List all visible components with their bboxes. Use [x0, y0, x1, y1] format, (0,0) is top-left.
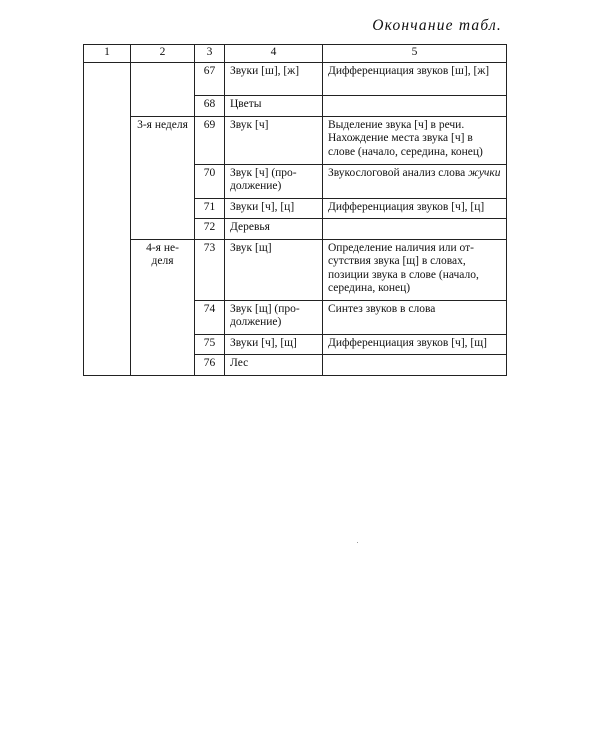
lesson-topic: Звуки [ч], [щ]	[225, 334, 323, 355]
lesson-number: 73	[195, 239, 225, 300]
lesson-content: Синтез звуков в слова	[323, 300, 507, 334]
lesson-number: 69	[195, 116, 225, 164]
column-1-empty-cell	[84, 63, 131, 376]
lesson-number: 75	[195, 334, 225, 355]
table-row	[84, 116, 507, 164]
column-header-1: 1	[84, 45, 131, 63]
lesson-content-example: жучки	[468, 166, 501, 179]
lesson-content: Дифференциация звуков [ш], [ж]	[323, 63, 507, 96]
lesson-content-text: Звукослоговой анализ слова	[328, 166, 466, 179]
lesson-content: Определение наличия или от-сутствия звука [щ] в словах, позиции звука в слове (начало, середина, конец)	[323, 239, 507, 300]
lesson-topic: Звук [щ]	[225, 239, 323, 300]
lesson-topic: Деревья	[225, 219, 323, 240]
lesson-topic: Лес	[225, 355, 323, 376]
lesson-content	[323, 219, 507, 240]
lesson-number: 67	[195, 63, 225, 96]
lesson-content	[323, 96, 507, 117]
column-header-3: 3	[195, 45, 225, 63]
table-row	[84, 239, 507, 300]
lesson-topic: Звук [щ] (про-должение)	[225, 300, 323, 334]
week-label: 4-я не-деля	[131, 239, 195, 375]
table-caption: Окончание табл.	[372, 17, 502, 34]
week-cell-empty	[131, 63, 195, 117]
column-header-2: 2	[131, 45, 195, 63]
scan-speck	[357, 542, 358, 543]
lesson-topic: Цветы	[225, 96, 323, 117]
lesson-content: Дифференциация звуков [ч], [ц]	[323, 198, 507, 219]
lesson-number: 74	[195, 300, 225, 334]
table-row	[84, 63, 507, 96]
lesson-content	[323, 164, 507, 198]
lesson-table	[83, 44, 507, 376]
lesson-content	[323, 355, 507, 376]
lesson-topic: Звук [ч]	[225, 116, 323, 164]
lesson-number: 71	[195, 198, 225, 219]
lesson-number: 76	[195, 355, 225, 376]
lesson-topic: Звук [ч] (про-должение)	[225, 164, 323, 198]
lesson-content: Дифференциация звуков [ч], [щ]	[323, 334, 507, 355]
week-label: 3-я неделя	[131, 116, 195, 239]
column-header-4: 4	[225, 45, 323, 63]
lesson-topic: Звуки [ш], [ж]	[225, 63, 323, 96]
lesson-number: 72	[195, 219, 225, 240]
column-header-5: 5	[323, 45, 507, 63]
lesson-number: 70	[195, 164, 225, 198]
header-row	[84, 45, 507, 63]
lesson-number: 68	[195, 96, 225, 117]
lesson-topic: Звуки [ч], [ц]	[225, 198, 323, 219]
lesson-content: Выделение звука [ч] в речи. Нахождение места звука [ч] в слове (начало, середина, конец)	[323, 116, 507, 164]
